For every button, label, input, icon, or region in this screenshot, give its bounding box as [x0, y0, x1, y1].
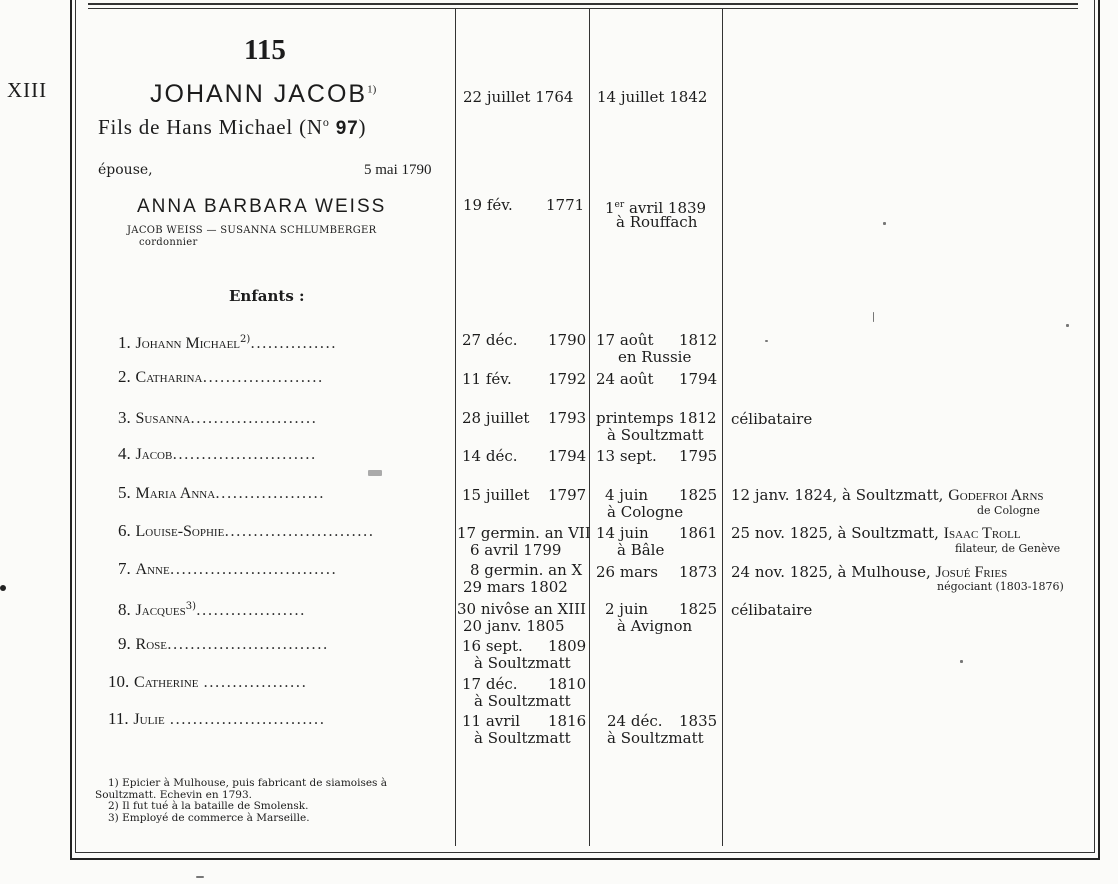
child-death-year: 1812 — [679, 331, 718, 349]
child-death: 14 juin — [596, 524, 649, 542]
top-rule — [88, 3, 1078, 5]
child-row: 2. Catharina..................... — [118, 367, 324, 386]
child-name: Rose — [135, 636, 167, 653]
spouse-birth-year: 1771 — [546, 196, 585, 214]
child-birth: 11 fév. — [462, 370, 512, 388]
column-divider-death — [589, 8, 590, 846]
child-birth: 17 germin. an VII — [457, 524, 591, 542]
child-name: Johann Michael — [135, 335, 241, 352]
column-divider-remarks — [722, 8, 723, 846]
marriage-label: épouse, — [98, 162, 153, 178]
head-name: JOHANN JACOB$^{1)}$ — [150, 80, 377, 108]
child-spouse-detail: filateur, de Genève — [955, 542, 1061, 555]
child-death-place: à Cologne — [607, 503, 684, 521]
margin-label: XIII — [7, 78, 48, 102]
child-death: 24 déc. — [607, 712, 663, 730]
child-birth-year: 1797 — [548, 486, 587, 504]
footnote-3: 3) Employé de commerce à Marseille. — [108, 811, 310, 824]
column-divider-birth — [455, 8, 456, 846]
child-birth: 8 germin. an X — [470, 561, 583, 579]
spouse-name: ANNA BARBARA WEISS — [137, 196, 387, 217]
marriage-date: 5 mai 1790 — [364, 162, 432, 178]
child-birth: 14 déc. — [462, 447, 518, 465]
child-death: 4 juin — [605, 486, 649, 504]
head-birth: 22 juillet 1764 — [463, 88, 574, 106]
child-birth: 11 avril — [462, 712, 521, 730]
head-name-footnote-ref: 1) — [367, 83, 377, 96]
spouse-birth-day: 19 fév. — [463, 196, 513, 214]
child-death-year: 1825 — [679, 600, 718, 618]
child-birth-year: 1790 — [548, 331, 587, 349]
child-row: 10. Catherine .................. — [108, 672, 308, 691]
child-remark: célibataire — [731, 410, 813, 428]
child-remark: célibataire — [731, 601, 813, 619]
spouse-death: 1er avril 1839 — [605, 199, 707, 217]
child-remark: 12 janv. 1824, à Soultzmatt, Godefroi Arns — [731, 486, 1044, 504]
child-death: 26 mars — [596, 563, 658, 581]
scan-speck — [883, 222, 886, 225]
child-row: 5. Maria Anna................... — [118, 483, 325, 502]
child-name: Maria Anna — [135, 485, 216, 502]
child-row: 1. Johann Michael$^{2)}$............... — [118, 333, 337, 352]
child-name: Jacob — [135, 446, 173, 463]
child-row: 3. Susanna...................... — [118, 408, 318, 427]
child-row: 9. Rose............................ — [118, 634, 329, 653]
child-spouse: Isaac Troll — [943, 525, 1021, 542]
child-birth-date: 20 janv. 1805 — [463, 617, 565, 635]
child-death-place: à Soultzmatt — [607, 426, 704, 444]
child-death-place: à Bâle — [617, 541, 665, 559]
child-death: 2 juin — [605, 600, 649, 618]
child-name: Anne — [135, 561, 170, 578]
child-birth-year: 1794 — [548, 447, 587, 465]
scan-speck — [196, 876, 204, 878]
child-death-place: en Russie — [618, 348, 692, 366]
child-spouse: Josué Fries — [935, 564, 1008, 581]
child-death: 13 sept. — [596, 447, 657, 465]
child-birth-year: 1792 — [548, 370, 587, 388]
child-birth-year: 1810 — [548, 675, 587, 693]
child-death-place: à Avignon — [617, 617, 693, 635]
child-row: 11. Julie ........................... — [108, 709, 326, 728]
child-birth: 15 juillet — [462, 486, 530, 504]
child-name: Louise-Sophie — [135, 523, 225, 540]
footnote-2: 2) Il fut tué à la bataille de Smolensk. — [108, 800, 309, 812]
child-name: Catherine — [134, 674, 199, 691]
child-birth-year: 1793 — [548, 409, 587, 427]
child-remark: 25 nov. 1825, à Soultzmatt, Isaac Troll — [731, 524, 1021, 542]
child-death-year: 1861 — [679, 524, 718, 542]
child-birth: 28 juillet — [462, 409, 530, 427]
children-heading: Enfants : — [229, 287, 305, 305]
child-row: 4. Jacob......................... — [118, 444, 317, 463]
margin-mark — [0, 585, 6, 591]
child-remark: 24 nov. 1825, à Mulhouse, Josué Fries — [731, 563, 1008, 581]
scan-smudge — [368, 470, 382, 476]
child-death-place: à Soultzmatt — [607, 729, 704, 747]
child-birth-year: 1809 — [548, 637, 587, 655]
scan-speck — [765, 340, 768, 342]
spouse-death-place: à Rouffach — [616, 213, 698, 231]
footnote-1: 1) Epicier à Mulhouse, puis fabricant de siamoises à — [108, 777, 388, 789]
child-birth-place: à Soultzmatt — [474, 692, 571, 710]
child-birth-year: 1816 — [548, 712, 587, 730]
child-death: printemps 1812 — [596, 409, 717, 427]
child-birth-place: à Soultzmatt — [474, 729, 571, 747]
scan-speck — [873, 312, 874, 322]
child-row: 7. Anne............................. — [118, 559, 337, 578]
filiation: Fils de Hans Michael ($N^o$ 97) — [98, 115, 367, 139]
child-death: 17 août — [596, 331, 654, 349]
top-rule-thin — [88, 8, 1078, 9]
child-birth: 30 nivôse an XIII — [457, 600, 586, 618]
child-name: Julie — [133, 711, 165, 728]
scan-speck — [960, 660, 963, 663]
scan-speck — [1066, 324, 1069, 327]
footnote-1-cont: Soultzmatt. Echevin en 1793. — [95, 788, 253, 801]
head-death: 14 juillet 1842 — [597, 88, 708, 106]
family-number: 115 — [244, 34, 286, 66]
child-death-year: 1825 — [679, 486, 718, 504]
child-spouse-detail: négociant (1803-1876) — [937, 580, 1064, 593]
child-death-year: 1794 — [679, 370, 718, 388]
child-birth-place: à Soultzmatt — [474, 654, 571, 672]
child-birth: 16 sept. — [462, 637, 523, 655]
child-spouse: Godefroi Arns — [948, 487, 1044, 504]
child-row: 6. Louise-Sophie.......................... — [118, 521, 375, 540]
child-death: 24 août — [596, 370, 654, 388]
child-death-year: 1873 — [679, 563, 718, 581]
footnotes — [95, 777, 388, 824]
child-name: Catharina — [135, 369, 203, 386]
child-name: Susanna — [135, 410, 191, 427]
child-death-year: 1795 — [679, 447, 718, 465]
spouse-parents: JACOB WEISS — SUSANNA SCHLUMBERGER cordonnier — [127, 225, 377, 248]
child-name: Jacques — [135, 602, 186, 619]
child-death-year: 1835 — [679, 712, 718, 730]
child-spouse-detail: de Cologne — [977, 504, 1040, 517]
child-row: 8. Jacques$^{3)}$................... — [118, 600, 306, 619]
child-birth: 17 déc. — [462, 675, 518, 693]
child-birth: 27 déc. — [462, 331, 518, 349]
child-birth-date: 6 avril 1799 — [470, 541, 562, 559]
child-birth-date: 29 mars 1802 — [463, 578, 568, 596]
